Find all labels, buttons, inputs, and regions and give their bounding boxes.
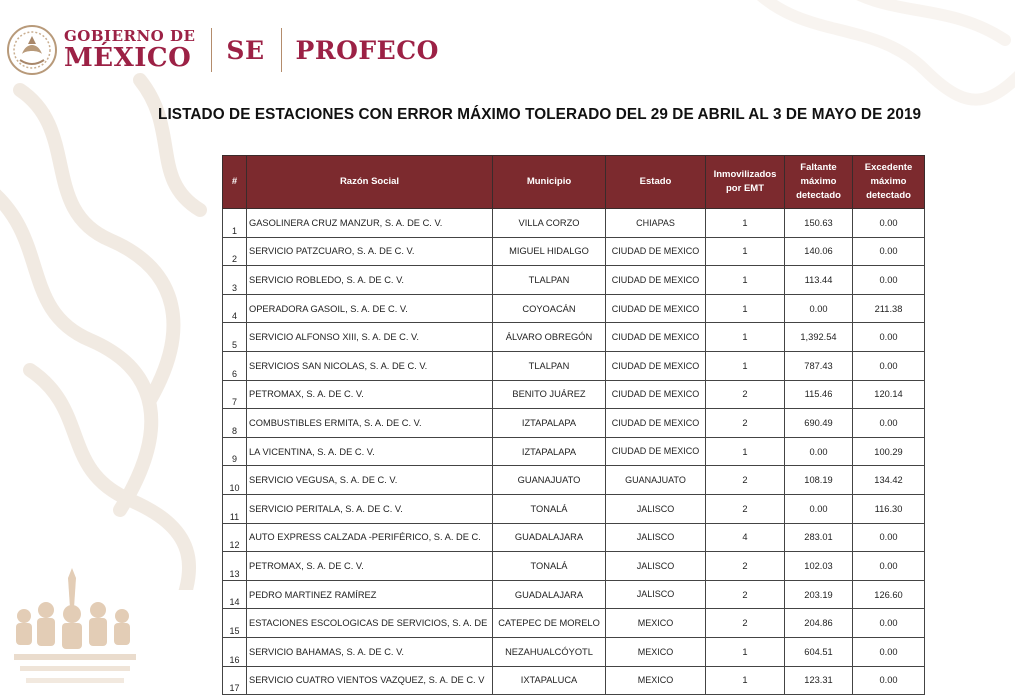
row-faltante: 108.19 [785, 466, 853, 495]
row-razon-social: SERVICIO BAHAMAS, S. A. DE C. V. [247, 637, 493, 666]
row-number: 11 [223, 494, 247, 523]
row-municipio: TLALPAN [493, 351, 606, 380]
row-inmovilizados: 1 [706, 209, 785, 238]
row-estado: CIUDAD DE MEXICO [606, 409, 706, 438]
table-row [223, 552, 925, 581]
table-row [223, 409, 925, 438]
table-row [223, 494, 925, 523]
row-razon-social: COMBUSTIBLES ERMITA, S. A. DE C. V. [247, 409, 493, 438]
row-faltante: 0.00 [785, 494, 853, 523]
header-exc-line2: máximo [870, 176, 907, 188]
row-estado: CHIAPAS [606, 209, 706, 238]
row-faltante: 0.00 [785, 437, 853, 466]
row-inmovilizados: 1 [706, 237, 785, 266]
row-estado: CIUDAD DE MEXICO [606, 351, 706, 380]
row-number: 6 [223, 351, 247, 380]
table-row [223, 437, 925, 466]
row-inmovilizados: 2 [706, 466, 785, 495]
row-municipio: TONALÁ [493, 494, 606, 523]
row-inmovilizados: 2 [706, 552, 785, 581]
row-municipio: IZTAPALAPA [493, 437, 606, 466]
background-ornament [0, 70, 230, 590]
row-inmovilizados: 1 [706, 666, 785, 695]
header-faltante [785, 156, 853, 209]
row-excedente: 0.00 [853, 351, 925, 380]
row-municipio: GUANAJUATO [493, 466, 606, 495]
row-inmovilizados: 1 [706, 637, 785, 666]
row-razon-social: SERVICIO CUATRO VIENTOS VAZQUEZ, S. A. DE C. V [247, 666, 493, 695]
document-title: LISTADO DE ESTACIONES CON ERROR MÁXIMO TOLERADO DEL 29 DE ABRIL AL 3 DE MAYO DE 2019 [158, 106, 922, 123]
row-municipio: TLALPAN [493, 266, 606, 295]
table-row [223, 266, 925, 295]
row-estado: CIUDAD DE MEXICO [606, 323, 706, 352]
row-number: 13 [223, 552, 247, 581]
header-estado: Estado [606, 156, 706, 209]
table-row [223, 666, 925, 695]
row-estado: JALISCO [606, 580, 706, 609]
row-excedente: 0.00 [853, 266, 925, 295]
row-number: 2 [223, 237, 247, 266]
row-number: 4 [223, 294, 247, 323]
row-municipio: COYOACÁN [493, 294, 606, 323]
header [6, 22, 439, 78]
table-row [223, 466, 925, 495]
row-faltante: 113.44 [785, 266, 853, 295]
row-estado: JALISCO [606, 523, 706, 552]
row-razon-social: SERVICIO ROBLEDO, S. A. DE C. V. [247, 266, 493, 295]
table-row [223, 209, 925, 238]
header-num: # [223, 156, 247, 209]
row-number: 5 [223, 323, 247, 352]
row-municipio: MIGUEL HIDALGO [493, 237, 606, 266]
row-excedente: 0.00 [853, 237, 925, 266]
row-razon-social: PETROMAX, S. A. DE C. V. [247, 552, 493, 581]
row-faltante: 0.00 [785, 294, 853, 323]
row-excedente: 0.00 [853, 666, 925, 695]
gov-main-text: MÉXICO [64, 43, 192, 73]
row-faltante: 140.06 [785, 237, 853, 266]
table-body [223, 209, 925, 695]
row-razon-social: PETROMAX, S. A. DE C. V. [247, 380, 493, 409]
row-municipio: IZTAPALAPA [493, 409, 606, 438]
table-row [223, 351, 925, 380]
row-razon-social: SERVICIO PERITALA, S. A. DE C. V. [247, 494, 493, 523]
row-inmovilizados: 4 [706, 523, 785, 552]
row-faltante: 1,392.54 [785, 323, 853, 352]
background-ornament-right [715, 0, 1015, 120]
header-exc-line3: detectado [866, 189, 911, 201]
header-exc-line1: Excedente [864, 162, 913, 174]
header-falt-line3: detectado [796, 189, 841, 201]
row-municipio: IXTAPALUCA [493, 666, 606, 695]
row-faltante: 203.19 [785, 580, 853, 609]
row-razon-social: SERVICIO VEGUSA, S. A. DE C. V. [247, 466, 493, 495]
historical-figures-emblem [10, 568, 140, 693]
row-estado: CIUDAD DE MEXICO [606, 380, 706, 409]
row-faltante: 102.03 [785, 552, 853, 581]
row-inmovilizados: 2 [706, 609, 785, 638]
agency-se: SE [226, 35, 265, 65]
row-number: 14 [223, 580, 247, 609]
table-row [223, 580, 925, 609]
header-municipio: Municipio [493, 156, 606, 209]
row-estado: CIUDAD DE MEXICO [606, 294, 706, 323]
row-razon-social: SERVICIOS SAN NICOLAS, S. A. DE C. V. [247, 351, 493, 380]
row-municipio: TONALÁ [493, 552, 606, 581]
row-excedente: 0.00 [853, 637, 925, 666]
row-inmovilizados: 2 [706, 409, 785, 438]
row-razon-social: SERVICIO ALFONSO XIII, S. A. DE C. V. [247, 323, 493, 352]
row-number: 10 [223, 466, 247, 495]
table-row [223, 637, 925, 666]
row-estado: GUANAJUATO [606, 466, 706, 495]
row-excedente: 134.42 [853, 466, 925, 495]
row-number: 3 [223, 266, 247, 295]
row-estado: MEXICO [606, 666, 706, 695]
row-excedente: 0.00 [853, 523, 925, 552]
row-number: 9 [223, 437, 247, 466]
row-inmovilizados: 1 [706, 437, 785, 466]
row-number: 17 [223, 666, 247, 695]
row-estado: CIUDAD DE MEXICO [606, 437, 706, 466]
row-municipio: VILLA CORZO [493, 209, 606, 238]
row-excedente: 0.00 [853, 409, 925, 438]
stations-table [222, 155, 925, 695]
header-razon-social: Razón Social [247, 156, 493, 209]
row-excedente: 0.00 [853, 323, 925, 352]
row-municipio: GUADALAJARA [493, 523, 606, 552]
row-faltante: 204.86 [785, 609, 853, 638]
row-inmovilizados: 1 [706, 351, 785, 380]
row-estado: JALISCO [606, 552, 706, 581]
row-razon-social: GASOLINERA CRUZ MANZUR, S. A. DE C. V. [247, 209, 493, 238]
table-row [223, 380, 925, 409]
header-inmov-line1: Inmovilizados [713, 169, 777, 181]
row-number: 8 [223, 409, 247, 438]
header-inmovilizados [706, 156, 785, 209]
row-inmovilizados: 2 [706, 494, 785, 523]
row-excedente: 120.14 [853, 380, 925, 409]
header-falt-line1: Faltante [800, 162, 837, 174]
row-excedente: 116.30 [853, 494, 925, 523]
row-inmovilizados: 1 [706, 266, 785, 295]
row-excedente: 0.00 [853, 609, 925, 638]
row-inmovilizados: 2 [706, 380, 785, 409]
row-excedente: 0.00 [853, 552, 925, 581]
table-row [223, 523, 925, 552]
row-faltante: 787.43 [785, 351, 853, 380]
table-row [223, 323, 925, 352]
header-falt-line2: máximo [800, 176, 837, 188]
stations-table-wrapper [222, 155, 925, 695]
table-row [223, 237, 925, 266]
header-excedente [853, 156, 925, 209]
row-razon-social: AUTO EXPRESS CALZADA -PERIFÉRICO, S. A. DE C. [247, 523, 493, 552]
row-faltante: 115.46 [785, 380, 853, 409]
row-estado: MEXICO [606, 637, 706, 666]
table-row [223, 294, 925, 323]
row-faltante: 123.31 [785, 666, 853, 695]
row-excedente: 100.29 [853, 437, 925, 466]
row-number: 12 [223, 523, 247, 552]
header-divider [211, 28, 212, 72]
row-number: 16 [223, 637, 247, 666]
row-excedente: 0.00 [853, 209, 925, 238]
table-header-row [223, 156, 925, 209]
row-faltante: 690.49 [785, 409, 853, 438]
row-inmovilizados: 1 [706, 294, 785, 323]
row-number: 15 [223, 609, 247, 638]
row-number: 7 [223, 380, 247, 409]
row-estado: CIUDAD DE MEXICO [606, 237, 706, 266]
row-estado: MEXICO [606, 609, 706, 638]
row-municipio: BENITO JUÁREZ [493, 380, 606, 409]
row-excedente: 126.60 [853, 580, 925, 609]
national-seal-icon [6, 24, 58, 76]
row-inmovilizados: 2 [706, 580, 785, 609]
row-municipio: CATEPEC DE MORELO [493, 609, 606, 638]
row-excedente: 211.38 [853, 294, 925, 323]
row-razon-social: ESTACIONES ESCOLOGICAS DE SERVICIOS, S. A. DE [247, 609, 493, 638]
row-inmovilizados: 1 [706, 323, 785, 352]
row-municipio: ÁLVARO OBREGÓN [493, 323, 606, 352]
row-estado: JALISCO [606, 494, 706, 523]
table-row [223, 609, 925, 638]
header-divider [281, 28, 282, 72]
row-razon-social: PEDRO MARTINEZ RAMÍREZ [247, 580, 493, 609]
row-faltante: 150.63 [785, 209, 853, 238]
row-estado: CIUDAD DE MEXICO [606, 266, 706, 295]
gov-top-text: GOBIERNO DE [64, 27, 196, 45]
government-logo [64, 29, 195, 71]
row-number: 1 [223, 209, 247, 238]
row-razon-social: SERVICIO PATZCUARO, S. A. DE C. V. [247, 237, 493, 266]
row-razon-social: LA VICENTINA, S. A. DE C. V. [247, 437, 493, 466]
row-razon-social: OPERADORA GASOIL, S. A. DE C. V. [247, 294, 493, 323]
row-faltante: 604.51 [785, 637, 853, 666]
row-faltante: 283.01 [785, 523, 853, 552]
row-municipio: NEZAHUALCÓYOTL [493, 637, 606, 666]
header-inmov-line2: por EMT [726, 183, 764, 194]
agency-profeco: PROFECO [295, 35, 439, 65]
row-municipio: GUADALAJARA [493, 580, 606, 609]
